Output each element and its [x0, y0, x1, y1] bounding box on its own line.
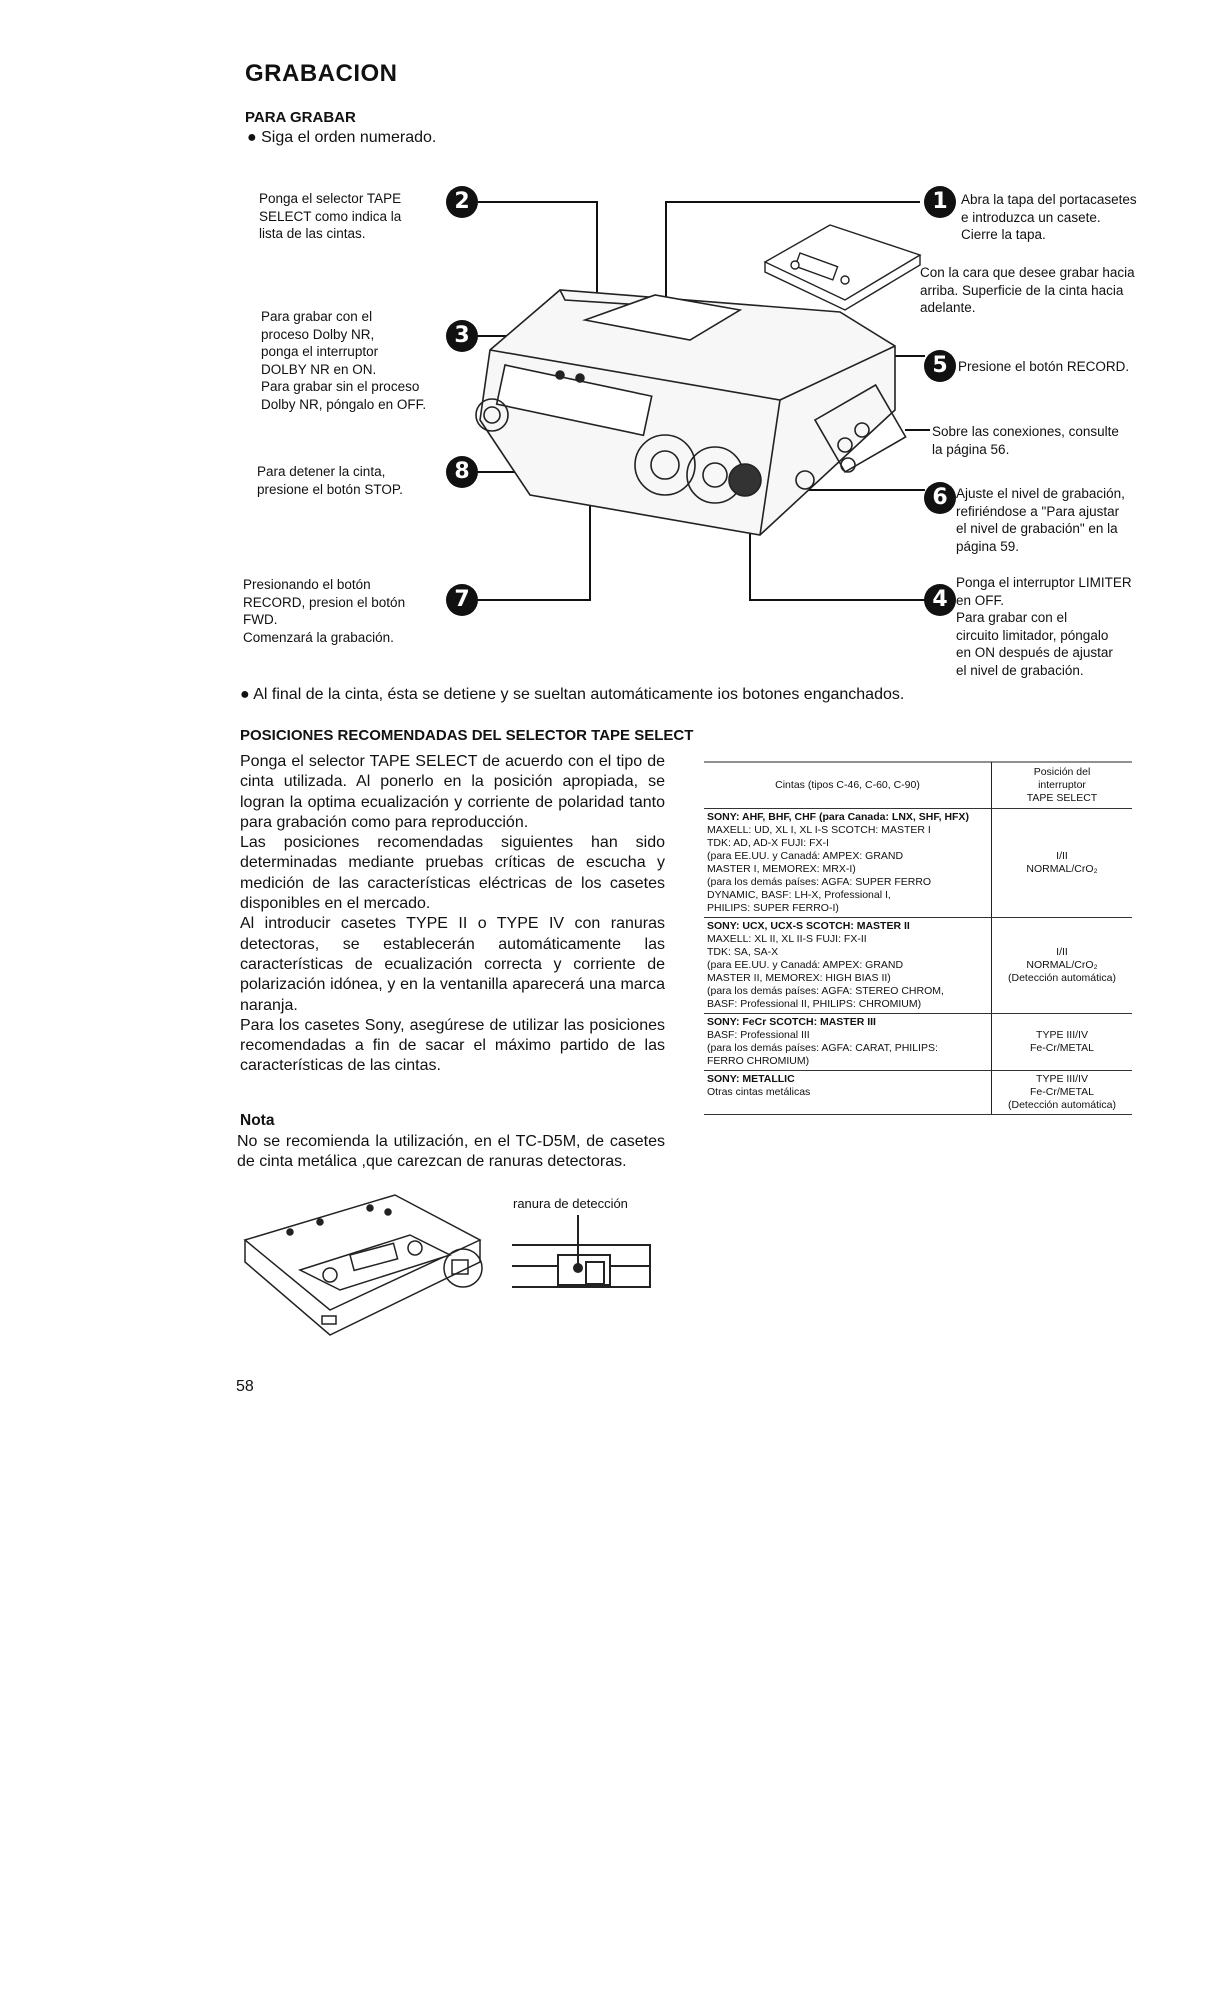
- header-tapes: Cintas (tipos C-46, C-60, C-90): [704, 762, 992, 809]
- header-position: Posición del interruptor TAPE SELECT: [992, 762, 1133, 809]
- table-row: SONY: FeCr SCOTCH: MASTER III BASF: Professional III (para los demás países: AGFA: CARAT, PHILIPS: FERRO CHROMIUM) TYPE III/IV Fe-Cr/METAL: [704, 1014, 1132, 1071]
- step-8-text: Para detener la cinta, presione el botón STOP.: [257, 464, 403, 497]
- step-1-note: Con la cara que desee grabar hacia arriba. Superficie de la cinta hacia adelante.: [920, 265, 1135, 315]
- table-header-row: [704, 762, 1132, 809]
- page-title: GRABACION: [245, 60, 398, 87]
- step-3-marker: 3: [446, 320, 478, 352]
- nota-heading: Nota: [240, 1112, 275, 1129]
- nota-text: No se recomienda la utilización, en el TC-D5M, de casetes de cinta metálica ,que carezcan de ranuras detectoras.: [237, 1133, 665, 1171]
- step-1-text: Abra la tapa del portacasetes e introduzca un casete. Cierre la tapa.: [961, 192, 1137, 242]
- section-heading-posiciones: POSICIONES RECOMENDADAS DEL SELECTOR TAPE SELECT: [240, 727, 694, 744]
- step-5-text: Presione el botón RECORD.: [958, 359, 1130, 374]
- end-of-tape-note: ● Al final de la cinta, ésta se detiene y se sueltan automáticamente ios botones enganchados.: [240, 686, 904, 704]
- step-4-marker: 4: [924, 584, 956, 616]
- table-row: SONY: AHF, BHF, CHF (para Canada: LNX, SHF, HFX) MAXELL: UD, XL I, XL I-S SCOTCH: MASTER I TDK: AD, AD-X FUJI: FX-I (para EE.UU. y Canadá: AMPEX: GRAND MASTER I, MEMOREX: MRX-I) (para los demás países: AGFA: SUPER FERRO DYNAMIC, BASF: LH-X, Professional I, PHILIPS: SUPER FERRO-I) I/II NORMAL/CrO₂: [704, 809, 1132, 918]
- instruction-bullet: ● Siga el orden numerado.: [247, 129, 436, 147]
- step-8-marker: 8: [446, 456, 478, 488]
- step-2-text: Ponga el selector TAPE SELECT como indica la lista de las cintas.: [259, 191, 402, 241]
- step-2-marker: 2: [446, 186, 478, 218]
- step-6-marker: 6: [924, 482, 956, 514]
- step-7-text: Presionando el botón RECORD, presion el botón FWD. Comenzará la grabación.: [243, 577, 406, 645]
- step-6-text: Ajuste el nivel de grabación, refiriéndose a "Para ajustar el nivel de grabación" en la página 59.: [956, 486, 1125, 554]
- page-number: 58: [236, 1378, 254, 1395]
- step-1-marker: 1: [924, 186, 956, 218]
- step-4-text: Ponga el interruptor LIMITER en OFF. Para grabar con el circuito limitador, póngalo en ON después de ajustar el nivel de grabación.: [956, 575, 1132, 678]
- connections-note: Sobre las conexiones, consulte la página 56.: [932, 424, 1119, 457]
- posiciones-text: Ponga el selector TAPE SELECT de acuerdo con el tipo de cinta utilizada. Al ponerlo en la posición apropiada, se logran la optima ecualización y corriente de polaridad tanto para grabación como para reproducción. Las posiciones recomendadas siguientes han sido determinadas mediante pruebas críticas de escucha y medición de las características eléctricas de los casetes disponibles en el mercado. Al introducir casetes TYPE II o TYPE IV con ranuras detectoras, se establecerán automáticamente las características de ecualización correcta y corriente de polarización idónea, y en la ventanilla aparecerá una marca naranja. Para los casetes Sony, asegúrese de utilizar las posiciones recomendadas a fin de sacar el máximo partido de las características de las cintas.: [240, 753, 665, 1075]
- table-row: SONY: METALLIC Otras cintas metálicas TYPE III/IV Fe-Cr/METAL (Detección automática): [704, 1071, 1132, 1115]
- table-row: SONY: UCX, UCX-S SCOTCH: MASTER II MAXELL: XL II, XL II-S FUJI: FX-II TDK: SA, SA-X (para EE.UU. y Canadá: AMPEX: GRAND MASTER II, MEMOREX: HIGH BIAS II) (para los demás países: AGFA: STEREO CHROM, BASF: Professional II, PHILIPS: CHROMIUM) I/II NORMAL/CrO₂ (Detección automática): [704, 918, 1132, 1014]
- tape-select-table: [704, 762, 1132, 1115]
- step-7-marker: 7: [446, 584, 478, 616]
- step-3-text: Para grabar con el proceso Dolby NR, ponga el interruptor DOLBY NR en ON. Para grabar sin el proceso Dolby NR, póngalo en OFF.: [261, 309, 427, 412]
- step-5-marker: 5: [924, 350, 956, 382]
- detection-slot-label: ranura de detección: [513, 1196, 628, 1211]
- section-heading-para-grabar: PARA GRABAR: [245, 109, 356, 126]
